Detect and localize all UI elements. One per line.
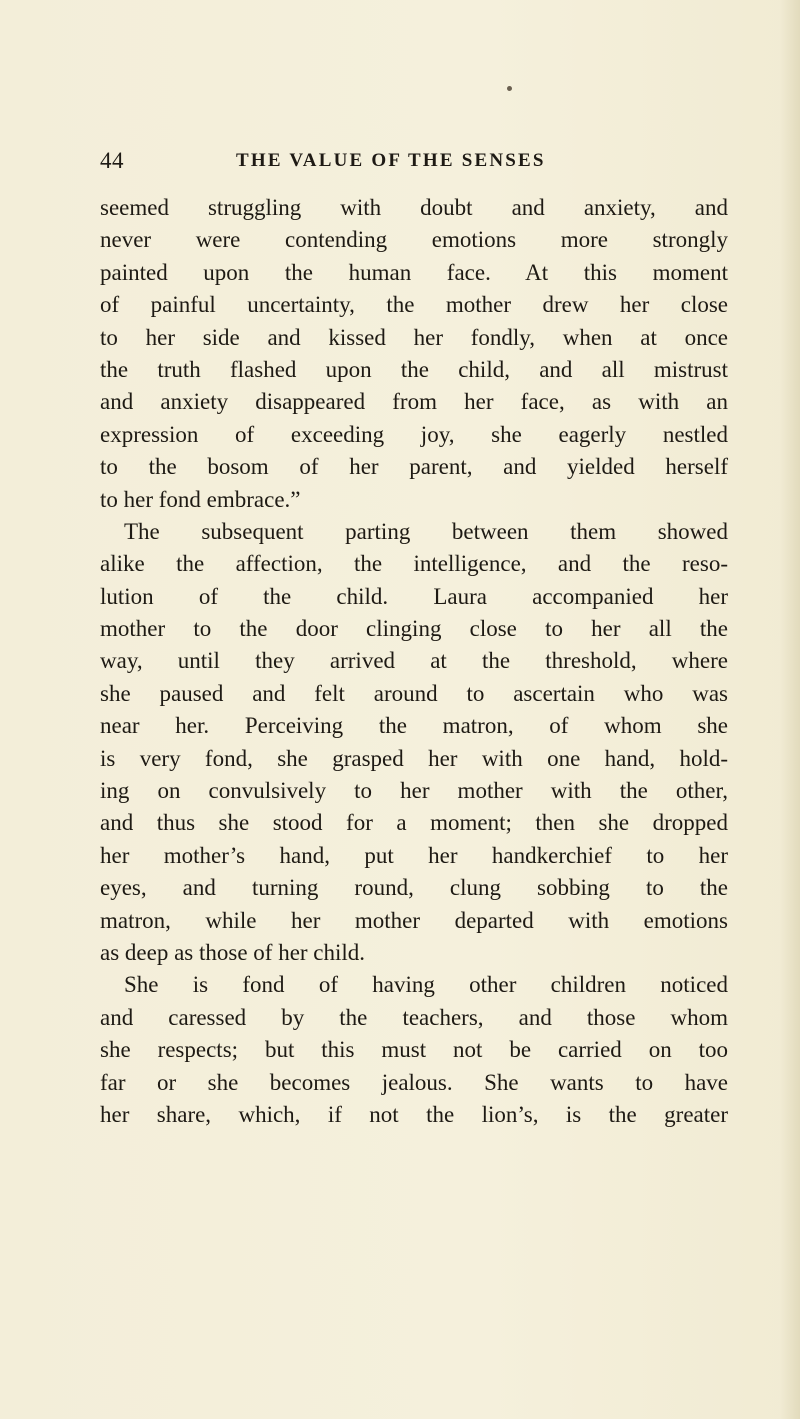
text-line: painted upon the human face. At this moment: [100, 259, 728, 285]
page-edge-shadow: [780, 0, 800, 1419]
text-line: to her side and kissed her fondly, when at once: [100, 324, 728, 350]
text-line: is very fond, she grasped her with one hand, hold-: [100, 745, 728, 771]
text-line: never were contending emotions more strongly: [100, 227, 728, 253]
text-line: far or she becomes jealous. She wants to have: [100, 1069, 728, 1095]
text-line: she respects; but this must not be carried on too: [100, 1037, 728, 1063]
running-head: [100, 148, 740, 176]
text-line: the truth flashed upon the child, and all mistrust: [100, 356, 728, 382]
text-line: alike the affection, the intelligence, and the reso-: [100, 551, 728, 577]
text-line: lution of the child. Laura accompanied her: [100, 583, 728, 609]
text-line: seemed struggling with doubt and anxiety, and: [100, 195, 728, 220]
text-line: of painful uncertainty, the mother drew her close: [100, 292, 728, 318]
text-line: to the bosom of her parent, and yielded herself: [100, 454, 728, 480]
text-line: eyes, and turning round, clung sobbing to the: [100, 875, 728, 901]
text-line: way, until they arrived at the threshold, where: [100, 648, 728, 674]
text-line: to her fond embrace.”: [100, 486, 301, 512]
text-line: and thus she stood for a moment; then she dropped: [100, 810, 728, 836]
text-line: near her. Perceiving the matron, of whom she: [100, 713, 728, 739]
text-line: her mother’s hand, put her handkerchief to her: [100, 842, 728, 868]
text-line: as deep as those of her child.: [100, 939, 366, 965]
text-line: She is fond of having other children noticed: [124, 972, 728, 998]
text-line: and caressed by the teachers, and those whom: [100, 1004, 728, 1030]
text-line: and anxiety disappeared from her face, as with an: [100, 389, 728, 415]
text-line: mother to the door clinging close to her all the: [100, 616, 728, 642]
text-line: her share, which, if not the lion’s, is the greater: [100, 1101, 728, 1127]
page-number: 44: [100, 148, 124, 173]
text-line: The subsequent parting between them showed: [124, 518, 728, 544]
text-line: matron, while her mother departed with emotions: [100, 907, 728, 933]
text-line: she paused and felt around to ascertain who was: [100, 680, 728, 706]
body-text: [100, 192, 728, 1131]
running-title: THE VALUE OF THE SENSES: [236, 150, 546, 171]
text-line: expression of exceeding joy, she eagerly nestled: [100, 421, 728, 447]
ink-speck: [507, 86, 512, 91]
text-line: ing on convulsively to her mother with the other,: [100, 778, 728, 804]
